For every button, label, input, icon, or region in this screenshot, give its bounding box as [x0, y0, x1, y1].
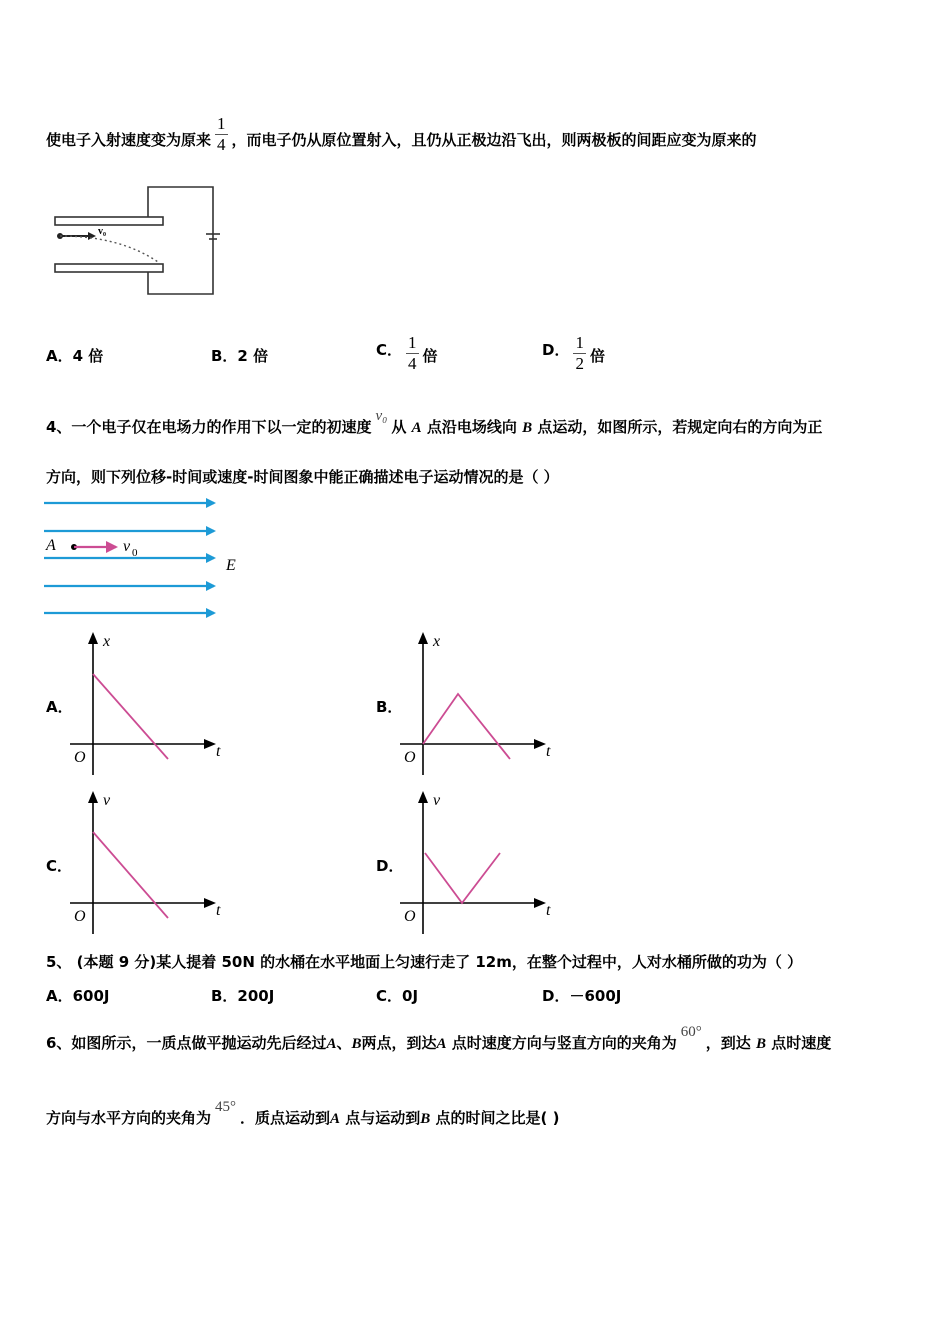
- q3-fraction-den: 4: [217, 135, 226, 154]
- q3-option-d: [542, 330, 605, 371]
- q4-text-c: 点沿电场线向: [426, 418, 517, 436]
- q6-text-line1: [46, 1024, 832, 1053]
- graph-d-y-label: v: [433, 792, 441, 809]
- q6-point-a: A: [326, 1036, 337, 1052]
- q3-option-c: [376, 330, 438, 371]
- graph-b-x-label: t: [546, 743, 551, 760]
- q3-option-d-fraction: [573, 333, 586, 374]
- q3-option-c-den: 4: [408, 354, 417, 373]
- q6-separator: 、: [336, 1034, 352, 1052]
- graph-c-x-label: t: [216, 902, 221, 919]
- q3-option-d-prefix: D．: [542, 341, 570, 359]
- graph-b-label: B．: [376, 698, 403, 716]
- field-velocity-label: v: [123, 538, 131, 555]
- q6-text-e: 点时速度: [771, 1034, 832, 1052]
- q3-fraction: [215, 114, 228, 155]
- q6-text-h: 点与运动到: [345, 1109, 421, 1127]
- q4-field-figure: [44, 492, 254, 622]
- graph-b: [400, 630, 560, 775]
- q3-fraction-num: 1: [217, 114, 226, 133]
- q6-point-b: B: [351, 1036, 362, 1052]
- q3-option-b: B．2 倍: [211, 347, 269, 365]
- q6-angle-45: 45°: [215, 1099, 237, 1115]
- graph-c-y-label: v: [103, 792, 111, 809]
- graph-a-label: A．: [46, 698, 73, 716]
- q6-text-g: ．质点运动到: [240, 1109, 331, 1127]
- graph-a-curve: [93, 674, 168, 759]
- graph-a: [70, 630, 230, 775]
- field-point-a-label: A: [46, 537, 56, 554]
- q6-text-f: 方向与水平方向的夹角为: [46, 1109, 212, 1127]
- graph-c-origin: O: [74, 908, 86, 925]
- q6-text-line2: [46, 1099, 560, 1128]
- q3-option-d-num: 1: [575, 333, 584, 352]
- q6-point-a-3: A: [330, 1111, 341, 1127]
- graph-c-curve: [93, 832, 168, 918]
- q4-text-b: 从: [391, 418, 407, 436]
- q3-option-a: A．4 倍: [46, 347, 104, 365]
- graph-c-label: C．: [46, 857, 73, 875]
- q3-option-c-prefix: C．: [376, 341, 403, 359]
- q6-text-a: 6、如图所示，一质点做平抛运动先后经过: [46, 1034, 327, 1052]
- q5-option-d: D．－600J: [542, 987, 622, 1005]
- graph-a-y-label: x: [103, 633, 111, 650]
- q4-point-a: A: [411, 420, 422, 436]
- graph-d-label: D．: [376, 857, 404, 875]
- q5-text: 5、 (本题 9 分)某人提着 50N 的水桶在水平地面上匀速行走了 12m，在整个过程中，人对水桶所做的功为（ ）: [46, 953, 803, 971]
- graph-b-origin: O: [404, 749, 416, 766]
- q3-option-c-fraction: [406, 333, 419, 374]
- q6-text-c: 点时速度方向与竖直方向的夹角为: [451, 1034, 677, 1052]
- q6-point-b-3: B: [420, 1111, 431, 1127]
- field-velocity-subscript: 0: [132, 547, 138, 559]
- q6-text-d: ，到达: [705, 1034, 751, 1052]
- q5-option-a: A．600J: [46, 987, 110, 1005]
- q3-option-d-suffix: 倍: [589, 347, 605, 365]
- q4-text-a: 4、一个电子仅在电场力的作用下以一定的初速度: [46, 418, 372, 436]
- graph-b-y-label: x: [433, 633, 441, 650]
- q4-text-d: 点运动，如图所示，若规定向右的方向为正: [537, 418, 823, 436]
- q6-text-i: 点的时间之比是( ): [435, 1109, 560, 1127]
- q4-text-line2: 方向，则下列位移-时间或速度-时间图象中能正确描述电子运动情况的是（ ）: [46, 468, 559, 486]
- q3-option-c-suffix: 倍: [422, 347, 438, 365]
- q6-angle-60: 60°: [680, 1024, 702, 1040]
- q6-text-b: 两点，到达: [361, 1034, 437, 1052]
- graph-d-x-label: t: [546, 902, 551, 919]
- q3-option-d-den: 2: [575, 354, 584, 373]
- q3-text: [46, 114, 757, 161]
- graph-d: [400, 789, 560, 934]
- q3-text-part1: 使电子入射速度变为原来: [46, 131, 212, 149]
- q3-text-part2: ，而电子仍从原位置射入，且仍从正极边沿飞出，则两极板的间距应变为原来的: [231, 131, 757, 149]
- q6-point-a-2: A: [436, 1036, 447, 1052]
- q3-option-c-num: 1: [408, 333, 417, 352]
- q3-figure-v0-label: v₀: [98, 226, 106, 237]
- q5-option-c: C．0J: [376, 987, 419, 1005]
- q5-option-b: B．200J: [211, 987, 275, 1005]
- graph-d-origin: O: [404, 908, 416, 925]
- q3-capacitor-figure: [50, 184, 220, 299]
- q4-v0: v₀: [375, 408, 388, 424]
- field-e-label: E: [226, 557, 236, 574]
- q6-point-b-2: B: [756, 1036, 767, 1052]
- graph-b-curve: [423, 694, 510, 759]
- graph-d-curve: [425, 853, 500, 903]
- q4-point-b: B: [522, 420, 533, 436]
- graph-a-x-label: t: [216, 743, 221, 760]
- q4-text-line1: [46, 408, 823, 437]
- graph-c: [70, 789, 230, 934]
- graph-a-origin: O: [74, 749, 86, 766]
